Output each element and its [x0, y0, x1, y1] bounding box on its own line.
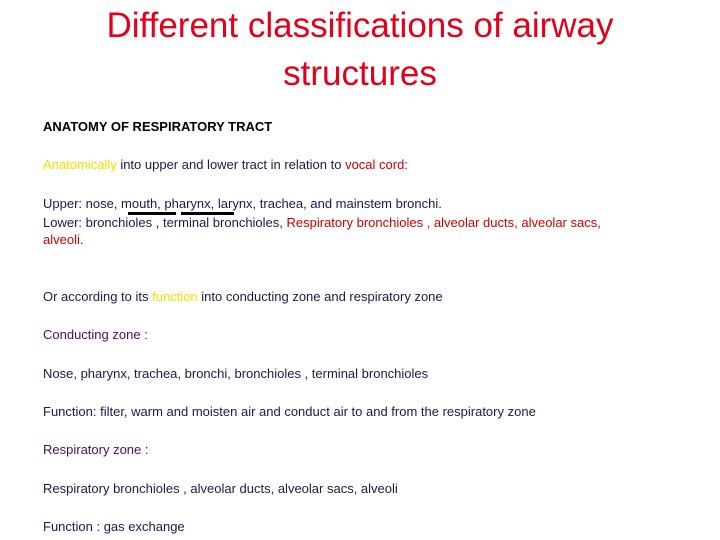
- lower-tract-continuation: alveoli.: [43, 232, 84, 247]
- functional-classification: [43, 287, 693, 306]
- anatomical-classification: [43, 155, 693, 174]
- mouth-underline: [128, 212, 176, 215]
- lower-tract-prefix: Lower: bronchioles , terminal bronchioles,: [43, 215, 287, 230]
- title-line-2: structures: [283, 54, 437, 93]
- vocal-cord-text: vocal cord:: [345, 157, 408, 172]
- slide-title: [0, 2, 720, 98]
- conducting-zone-structures: Nose, pharynx, trachea, bronchi, bronchioles , terminal bronchioles: [43, 366, 429, 381]
- functional-prefix: Or according to its: [43, 289, 153, 304]
- conducting-zone-label: Conducting zone :: [43, 327, 148, 342]
- function-highlight: function: [152, 289, 198, 304]
- anatomical-middle-text: into upper and lower tract in relation to: [116, 157, 346, 172]
- respiratory-zone-structures: Respiratory bronchioles , alveolar ducts, alveolar sacs, alveoli: [43, 481, 398, 496]
- respiratory-zone-function: Function : gas exchange: [43, 519, 185, 534]
- title-line-1: Different classifications of airway: [106, 6, 614, 45]
- lower-tract-red-part: Respiratory bronchioles , alveolar ducts, alveolar sacs,: [286, 215, 601, 230]
- section-heading: ANATOMY OF RESPIRATORY TRACT: [43, 119, 273, 134]
- upper-tract-line: Upper: nose, mouth, pharynx, larynx, trachea, and mainstem bronchi.: [43, 196, 442, 211]
- respiratory-zone-label: Respiratory zone :: [43, 442, 149, 457]
- anatomically-highlight: Anatomically: [43, 157, 117, 172]
- pharynx-underline: [181, 212, 234, 215]
- conducting-zone-function: Function: filter, warm and moisten air and conduct air to and from the respiratory zone: [43, 404, 536, 419]
- functional-suffix: into conducting zone and respiratory zone: [197, 289, 443, 304]
